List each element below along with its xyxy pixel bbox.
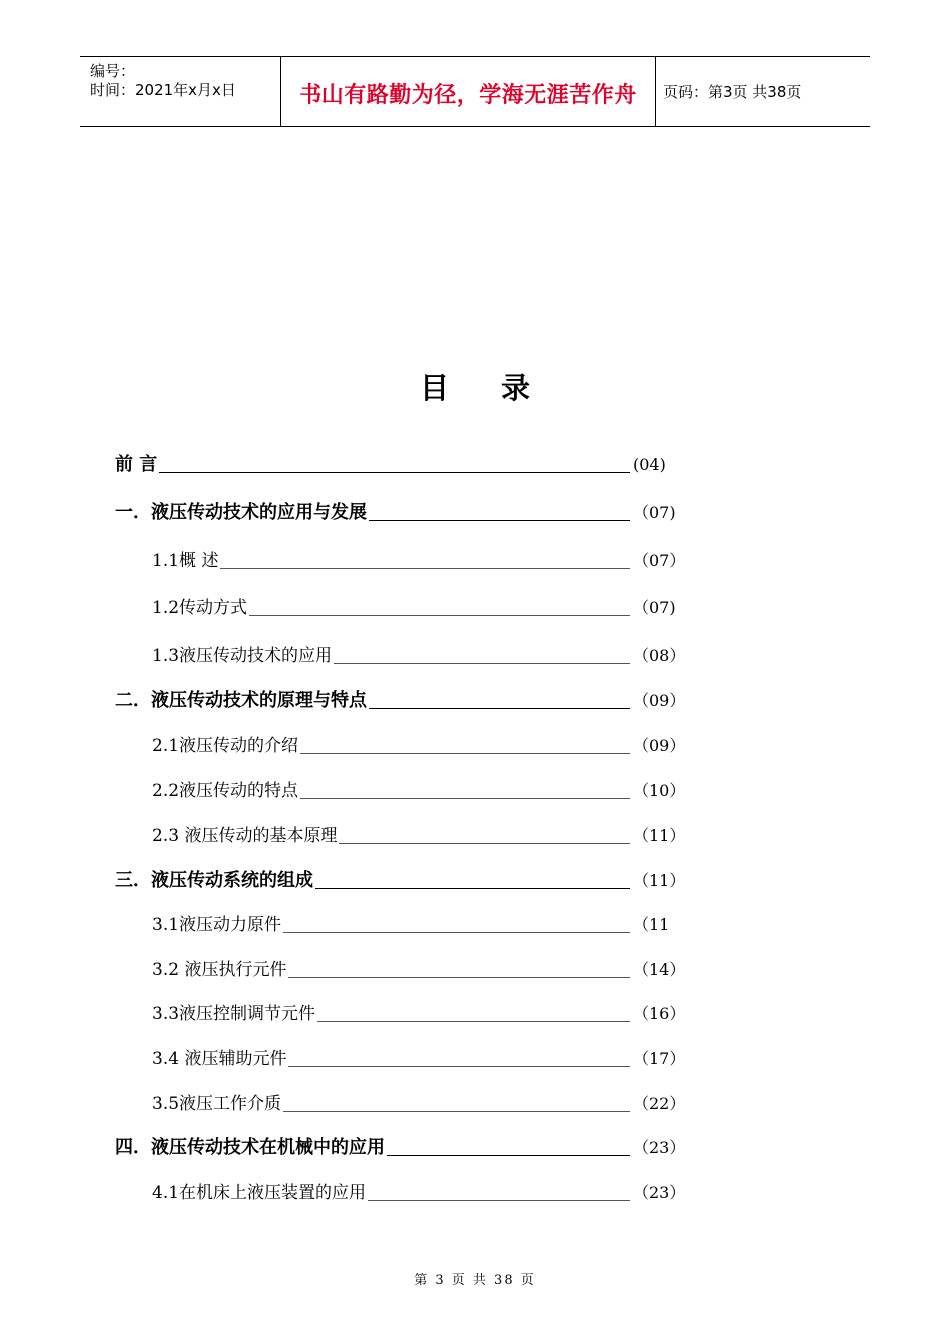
toc-leader-line bbox=[220, 568, 630, 569]
toc-entry[interactable] bbox=[0, 778, 950, 804]
toc-entry-label: 三．液压传动系统的组成 bbox=[115, 870, 313, 891]
toc-entry-label: 2.2液压传动的特点 bbox=[152, 781, 299, 801]
toc-entry-page: （07) bbox=[633, 598, 676, 617]
toc-leader-line bbox=[300, 753, 630, 754]
toc-leader-line bbox=[288, 1066, 630, 1067]
toc-leader-line bbox=[369, 708, 630, 709]
toc-entry[interactable] bbox=[0, 1180, 950, 1206]
toc-entry-label: 二．液压传动技术的原理与特点 bbox=[115, 690, 367, 711]
toc-entry[interactable] bbox=[0, 1001, 950, 1027]
toc-entry-label: 3.2 液压执行元件 bbox=[152, 960, 287, 980]
toc-leader-line bbox=[283, 1111, 630, 1112]
toc-leader-line bbox=[317, 1021, 630, 1022]
toc-entry-page: （17） bbox=[633, 1049, 686, 1068]
toc-entry-label: 3.1液压动力原件 bbox=[152, 915, 282, 935]
toc-entry-page: （11） bbox=[633, 871, 686, 890]
toc-entry-page: (04) bbox=[633, 455, 666, 474]
page-footer: 第 3 页 共 38 页 bbox=[414, 1273, 536, 1288]
toc-entry-page: （11） bbox=[633, 826, 686, 845]
toc-entry-page: （09） bbox=[633, 691, 686, 710]
toc-entry-page: （23） bbox=[633, 1183, 686, 1202]
toc-leader-line bbox=[283, 932, 630, 933]
toc-entry-page: （22） bbox=[633, 1094, 686, 1113]
toc-entry[interactable] bbox=[0, 957, 950, 983]
toc-leader-line bbox=[368, 1200, 630, 1201]
toc-entry-page: （23） bbox=[633, 1138, 686, 1157]
toc-entry-label: 四．液压传动技术在机械中的应用 bbox=[115, 1137, 385, 1158]
toc-entry[interactable] bbox=[0, 823, 950, 849]
toc-entry-page: （07） bbox=[633, 551, 686, 570]
toc-entry[interactable] bbox=[0, 595, 950, 621]
toc-entry[interactable] bbox=[0, 912, 950, 938]
motto-text: 书山有路勤为径，学海无涯苦作舟 bbox=[299, 83, 637, 108]
toc-entry-label: 3.3液压控制调节元件 bbox=[152, 1004, 316, 1024]
toc-entry[interactable] bbox=[0, 868, 950, 894]
toc-entry-label: 3.4 液压辅助元件 bbox=[152, 1049, 287, 1069]
toc-entry[interactable] bbox=[0, 452, 950, 478]
time-label: 时间：2021年x月x日 bbox=[90, 81, 236, 99]
toc-leader-line bbox=[387, 1155, 630, 1156]
toc-entry-label: 1.3液压传动技术的应用 bbox=[152, 646, 333, 666]
toc-entry-label: 1.2传动方式 bbox=[152, 598, 248, 618]
toc-entry[interactable] bbox=[0, 548, 950, 574]
toc-entry-page: （14） bbox=[633, 960, 686, 979]
toc-entry-label: 4.1在机床上液压装置的应用 bbox=[152, 1183, 367, 1203]
toc-entry-label: 前 言 bbox=[115, 454, 158, 475]
toc-entry-page: （16） bbox=[633, 1004, 686, 1023]
toc-entry[interactable] bbox=[0, 1135, 950, 1161]
toc-leader-line bbox=[369, 520, 630, 521]
toc-entry-page: （08） bbox=[633, 646, 686, 665]
toc-entry-label: 2.1液压传动的介绍 bbox=[152, 736, 299, 756]
toc-entry-label: 2.3 液压传动的基本原理 bbox=[152, 826, 338, 846]
toc-entry-label: 一．液压传动技术的应用与发展 bbox=[115, 502, 367, 523]
toc-entry-page: （07) bbox=[633, 503, 676, 522]
toc-entry[interactable] bbox=[0, 643, 950, 669]
toc-leader-line bbox=[315, 888, 630, 889]
toc-entry-label: 1.1概 述 bbox=[152, 551, 219, 571]
toc-entry-page: （10） bbox=[633, 781, 686, 800]
toc-leader-line bbox=[159, 472, 630, 473]
toc-entry-label: 3.5液压工作介质 bbox=[152, 1094, 282, 1114]
toc-entry-page: （11 bbox=[633, 915, 670, 934]
toc-leader-line bbox=[300, 798, 630, 799]
toc-entry[interactable] bbox=[0, 688, 950, 714]
toc-entry[interactable] bbox=[0, 500, 950, 526]
toc-leader-line bbox=[288, 977, 630, 978]
serial-label: 编号： bbox=[90, 62, 136, 80]
toc-title: 目录 bbox=[419, 371, 582, 405]
toc-leader-line bbox=[334, 663, 630, 664]
toc-leader-line bbox=[339, 843, 630, 844]
page-code: 页码：第3页 共38页 bbox=[663, 83, 802, 101]
toc-entry[interactable] bbox=[0, 1046, 950, 1072]
toc-leader-line bbox=[249, 615, 630, 616]
toc-entry-page: （09） bbox=[633, 736, 686, 755]
toc-entry[interactable] bbox=[0, 733, 950, 759]
toc-entry[interactable] bbox=[0, 1091, 950, 1117]
